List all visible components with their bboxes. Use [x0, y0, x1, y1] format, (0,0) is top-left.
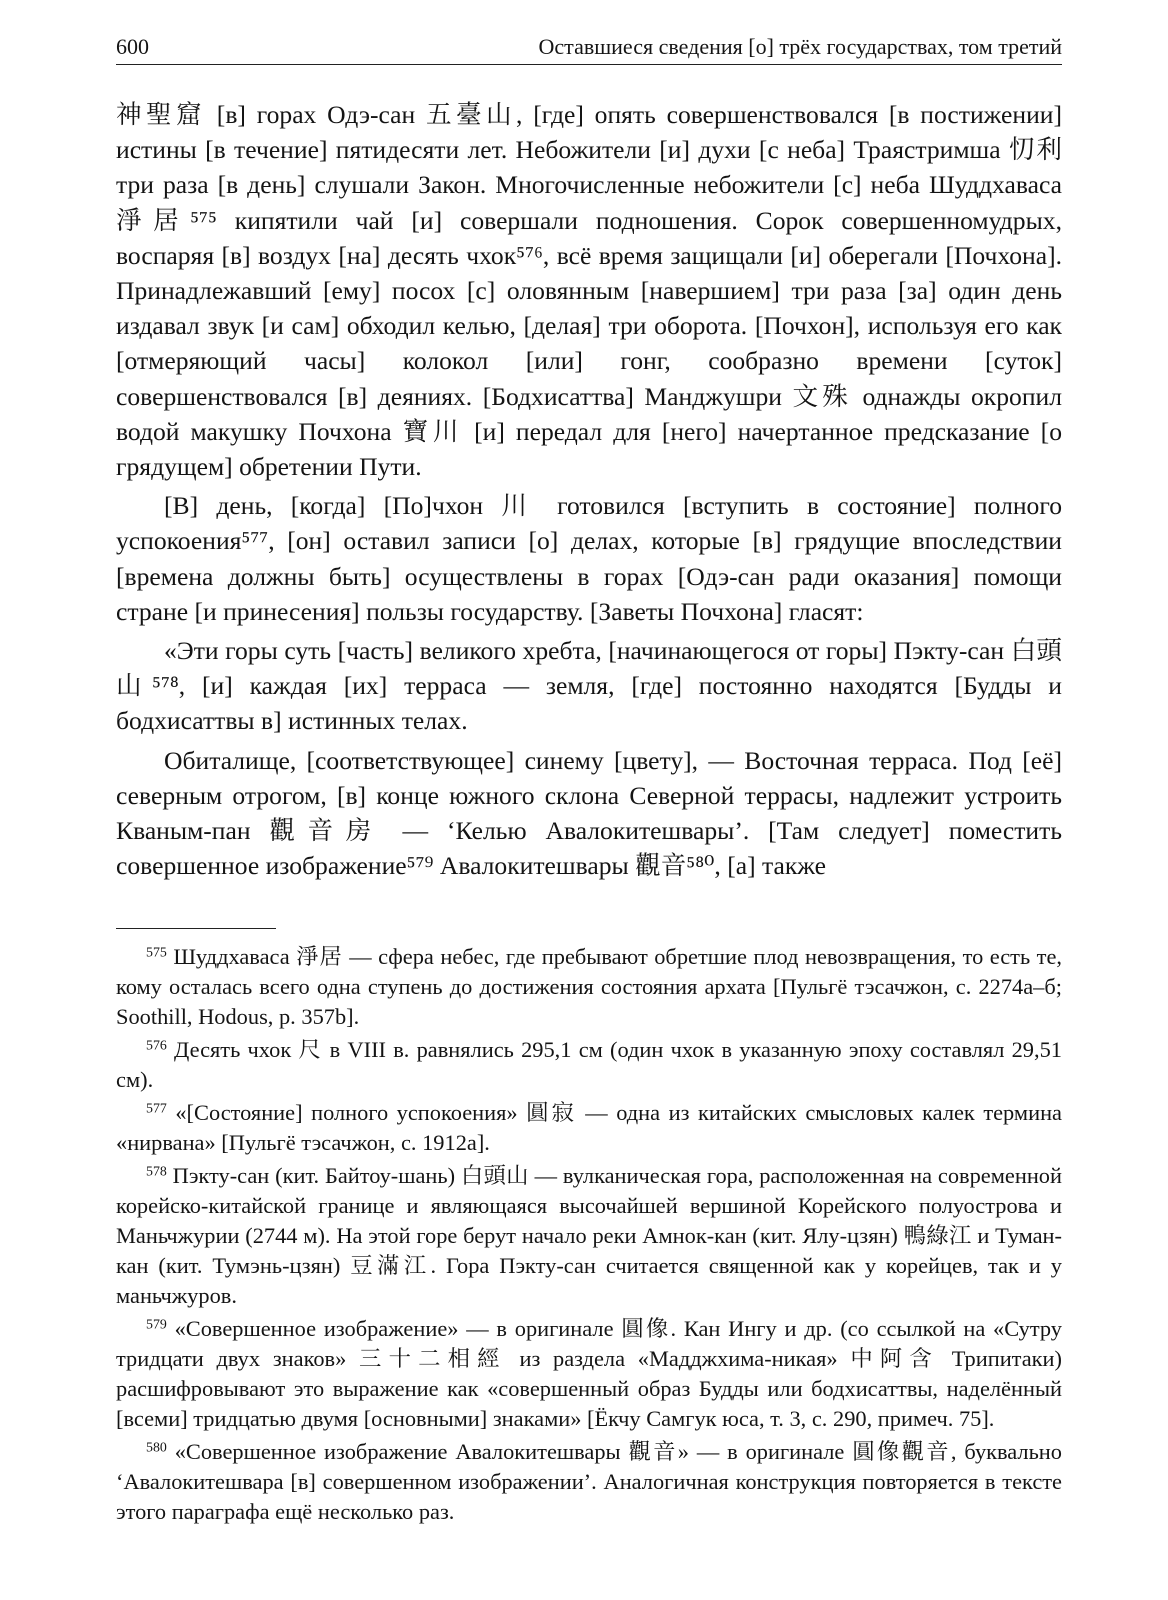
- footnote-number: 580: [146, 1440, 167, 1456]
- footnote: [116, 1035, 1062, 1095]
- footnote-number: 576: [146, 1038, 167, 1054]
- footnote-text: «[Состояние] полного успокоения» 圓寂 — одна из китайских смысловых калек термина «нирвана» [Пульгё тэсачжон, с. 1912а].: [116, 1100, 1062, 1155]
- footnote-number: 577: [146, 1101, 167, 1117]
- footnote-text: «Совершенное изображение Авалокитешвары 觀音» — в оригинале 圓像觀音, буквально ‘Авалокитешвара [в] совершенном изображении’. Аналогичная конструкция повторяется в тексте этого параграфа ещё несколько раз.: [116, 1439, 1062, 1524]
- paragraph-1: 神聖窟 [в] горах Одэ-сан 五臺山, [где] опять совершенствовался [в постижении] истины [в течение] пятидесяти лет. Небожители [и] духи [с неба] Траястримша 忉利 три раза [в день] слушали Закон. Многочисленные небожители [с] неба Шуддхаваса 淨居⁵⁷⁵ кипятили чай [и] совершали подношения. Сорок совершенномудрых, воспаряя [в] воздух [на] десять чхок⁵⁷⁶, всё время защищали [и] оберегали [Почхона]. Принадлежавший [ему] посох [с] оловянным [навершием] три раза [за] один день издавал звук [и сам] обходил келью, [делая] три оборота. [Почхон], используя его как [отмеряющий часы] колокол [или] гонг, сообразно времени [суток] совершенствовался [в] деяниях. [Бодхисаттва] Манджушри 文殊 однажды окропил водой макушку Почхона 寶川 [и] передал для [него] начертанное предсказание [о грядущем] обретении Пути.: [116, 100, 1062, 482]
- footnote: [116, 1437, 1062, 1527]
- footnote-number: 578: [146, 1164, 167, 1180]
- main-text: [116, 97, 1062, 883]
- footnote: [116, 1161, 1062, 1311]
- footnote: [116, 1098, 1062, 1158]
- page-number: 600: [116, 34, 149, 59]
- paragraph-2: [В] день, [когда] [По]чхон 川 готовился [вступить в состояние] полного успокоения⁵⁷⁷, [он] оставил записи [о] делах, которые [в] грядущие впоследствии [времена должны быть] осуществлены в горах [Одэ-сан ради оказания] помощи стране [и принесения] пользы государству. [Заветы Почхона] гласят:: [116, 491, 1062, 626]
- footnote-text: Пэкту-сан (кит. Байтоу-шань) 白頭山 — вулканическая гора, расположенная на современной корейско-китайской границе и являющаяся высочайшей вершиной Корейского полуострова и Маньчжурии (2744 м). На этой горе берут начало реки Амнок-кан (кит. Ялу-цзян) 鴨綠江 и Туман-кан (кит. Тумэнь-цзян) 豆滿江. Гора Пэкту-сан считается священной как у корейцев, так и у маньчжуров.: [116, 1163, 1062, 1308]
- paragraph-4: Обиталище, [соответствующее] синему [цвету], — Восточная терраса. Под [её] северным отрогом, [в] конце южного склона Северной террасы, надлежит устроить Кваным-пан 觀音房 — ‘Келью Авалокитешвары’. [Там следует] поместить совершенное изображение⁵⁷⁹ Авалокитешвары 觀音⁵⁸⁰, [а] также: [116, 745, 1062, 881]
- footnote-divider: [116, 928, 276, 929]
- footnote: [116, 1314, 1062, 1434]
- running-title: Оставшиеся сведения [о] трёх государствах, том третий: [538, 34, 1062, 59]
- footnote: [116, 942, 1062, 1032]
- footnote-text: Десять чхок 尺 в VIII в. равнялись 295,1 см (один чхок в указанную эпоху составлял 29,51 см).: [116, 1037, 1062, 1092]
- footnotes: [116, 942, 1062, 1530]
- paragraph-3: «Эти горы суть [часть] великого хребта, [начинающегося от горы] Пэкту-сан 白頭山⁵⁷⁸, [и] каждая [их] терраса — земля, [где] постоянно находятся [Будды и бодхисаттвы в] истинных телах.: [116, 636, 1062, 736]
- footnote-number: 579: [146, 1317, 167, 1333]
- footnote-number: 575: [146, 945, 167, 961]
- footnote-text: «Совершенное изображение» — в оригинале 圓像. Кан Ингу и др. (со ссылкой на «Сутру тридцати двух знаков» 三十二相經 из раздела «Мадджхима-никая» 中阿含 Трипитаки) расшифровывают это выражение как «совершенный образ Будды или бодхисаттвы, наделённый [всеми] тридцатью двумя [основными] знаками» [Ёкчу Самгук юса, т. 3, с. 290, примеч. 75].: [116, 1316, 1062, 1431]
- running-header: [116, 30, 1062, 65]
- footnote-text: Шуддхаваса 淨居 — сфера небес, где пребывают обретшие плод невозвращения, то есть те, кому осталась всего одна ступень до достижения состояния архата [Пульгё тэсачжон, с. 2274а–б; Soothill, Hodous, p. 357b].: [116, 944, 1062, 1029]
